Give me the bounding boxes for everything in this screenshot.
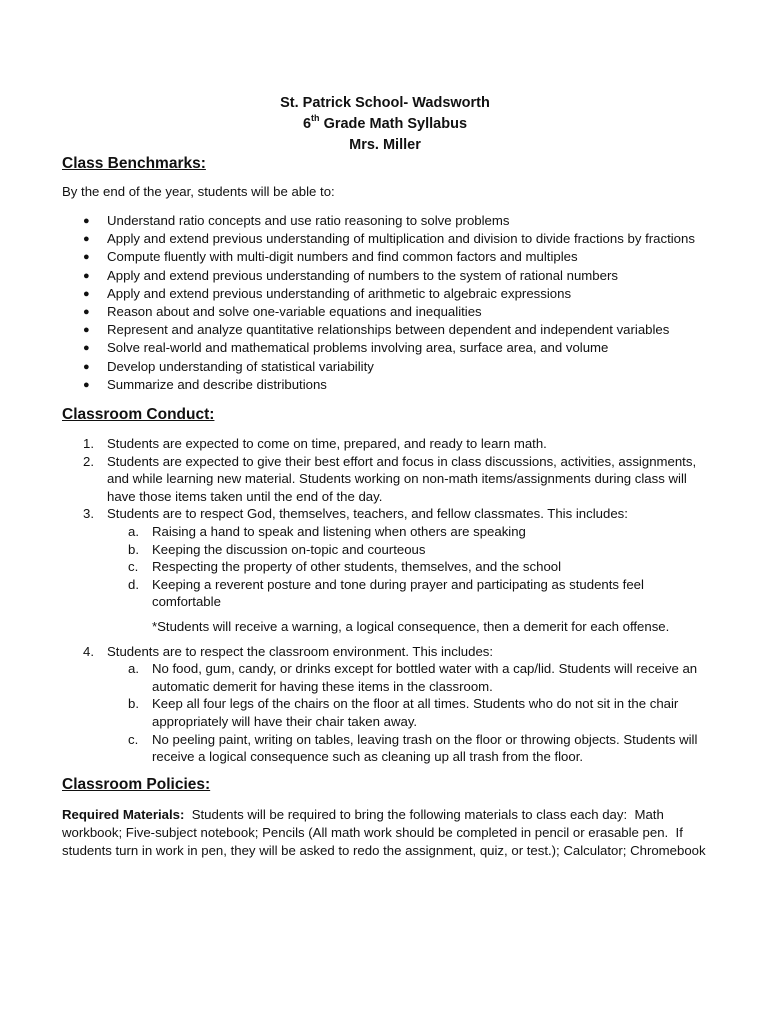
item-letter: c. [128, 731, 139, 747]
conduct-sub-item [107, 576, 708, 611]
conduct-text: Students are expected to come on time, prepared, and ready to learn math. [107, 436, 547, 452]
grade-ordinal: th [311, 113, 320, 124]
list-item [62, 212, 708, 230]
conduct-item [62, 435, 708, 453]
conduct-sub-text: No food, gum, candy, or drinks except for bottled water with a cap/lid. Students will receive an automatic demerit for having these items in the classroom. [152, 661, 698, 694]
list-item [62, 321, 708, 339]
bullet-icon: ● [83, 269, 90, 282]
conduct-sub-item [107, 695, 708, 730]
list-item [62, 230, 708, 248]
conduct-sub-item [107, 523, 708, 541]
item-letter: c. [128, 559, 139, 575]
benchmark-text: Apply and extend previous understanding of numbers to the system of rational numbers [107, 267, 618, 283]
item-number: 3. [83, 506, 94, 522]
conduct-sub-text: Keeping a reverent posture and tone during prayer and participating as students feel comfortable [152, 576, 644, 610]
list-item [62, 285, 708, 303]
benchmark-text: Apply and extend previous understanding of multiplication and division to divide fractions by fractions [107, 231, 695, 247]
document-header [62, 93, 708, 156]
item-letter: b. [128, 696, 139, 712]
bullet-icon: ● [83, 251, 90, 264]
conduct-item [62, 643, 708, 766]
required-materials-paragraph [62, 806, 708, 860]
conduct-sub-list [107, 660, 708, 766]
benchmarks-intro: By the end of the year, students will be able to: [62, 184, 335, 199]
teacher-name: Mrs. Miller [349, 137, 421, 153]
item-letter: a. [128, 661, 139, 677]
conduct-list [62, 435, 708, 766]
bullet-icon: ● [83, 233, 90, 246]
required-materials-text: Students will be required to bring the following materials to class each day: Math workbook; Five-subject notebook; Pencils (All math work should be completed in pencil or erasable pen. If students turn in work in pen, they will be asked to redo the assignment, quiz, or test.); Calculator; Chromebook [62, 806, 706, 858]
conduct-sub-text: Keeping the discussion on-topic and courteous [152, 541, 426, 557]
required-materials-label: Required Materials: [62, 806, 185, 822]
item-letter: a. [128, 524, 139, 539]
bullet-icon: ● [83, 324, 90, 337]
bullet-icon: ● [83, 378, 90, 391]
conduct-text: Students are expected to give their best effort and focus in class discussions, activities, assignments, and while learning new material. Students working on non-math items/assignments during class will have those items taken until the end of the day. [107, 453, 697, 504]
benchmark-text: Apply and extend previous understanding of arithmetic to algebraic expressions [107, 285, 572, 301]
benchmarks-heading: Class Benchmarks: [62, 155, 206, 172]
benchmark-text: Understand ratio concepts and use ratio reasoning to solve problems [107, 213, 510, 228]
bullet-icon: ● [83, 215, 90, 227]
benchmarks-list [62, 212, 708, 394]
item-letter: b. [128, 541, 139, 557]
conduct-heading: Classroom Conduct: [62, 406, 215, 424]
conduct-sub-item [107, 541, 708, 559]
item-letter: d. [128, 576, 139, 592]
syllabus-page [62, 93, 708, 860]
conduct-text: Students are to respect God, themselves, teachers, and fellow classmates. This includes: [107, 506, 628, 522]
bullet-icon: ● [83, 287, 90, 300]
conduct-sub-item [107, 731, 708, 766]
conduct-sub-text: Keep all four legs of the chairs on the floor at all times. Students who do not sit in the chair appropriately will have their chair taken away. [152, 696, 679, 729]
benchmark-text: Summarize and describe distributions [107, 376, 327, 392]
conduct-item [62, 505, 708, 635]
list-item [62, 339, 708, 357]
bullet-icon: ● [83, 360, 90, 373]
benchmark-text: Develop understanding of statistical variability [107, 358, 374, 374]
bullet-icon: ● [83, 342, 90, 355]
list-item [62, 376, 708, 394]
benchmark-text: Represent and analyze quantitative relationships between dependent and independent variables [107, 322, 670, 338]
item-number: 2. [83, 453, 94, 469]
list-item [62, 267, 708, 285]
syllabus-title-text: Grade Math Syllabus [319, 116, 468, 132]
grade-number: 6 [302, 116, 312, 132]
conduct-text: Students are to respect the classroom environment. This includes: [107, 643, 494, 659]
syllabus-title [62, 114, 708, 135]
conduct-item [62, 453, 708, 506]
conduct-sub-item [107, 660, 708, 695]
conduct-sub-item [107, 558, 708, 576]
benchmark-text: Compute fluently with multi-digit numbers and find common factors and multiples [107, 249, 578, 265]
benchmark-text: Solve real-world and mathematical problems involving area, surface area, and volume [107, 340, 609, 356]
list-item [62, 358, 708, 376]
item-number: 4. [83, 643, 94, 659]
conduct-sub-text: Raising a hand to speak and listening when others are speaking [152, 524, 526, 539]
benchmark-text: Reason about and solve one-variable equations and inequalities [107, 304, 482, 320]
consequence-note: *Students will receive a warning, a logical consequence, then a demerit for each offense. [152, 618, 670, 634]
conduct-sub-text: Respecting the property of other students, themselves, and the school [152, 559, 562, 575]
item-number: 1. [83, 436, 94, 452]
school-name: St. Patrick School- Wadsworth [280, 95, 490, 111]
list-item [62, 303, 708, 321]
list-item [62, 248, 708, 266]
bullet-icon: ● [83, 306, 90, 319]
policies-heading: Classroom Policies: [62, 775, 211, 793]
conduct-sub-list [107, 523, 708, 611]
conduct-sub-text: No peeling paint, writing on tables, leaving trash on the floor or throwing objects. Students will receive a logical consequence such as cleaning up all trash from the floor. [152, 731, 698, 765]
